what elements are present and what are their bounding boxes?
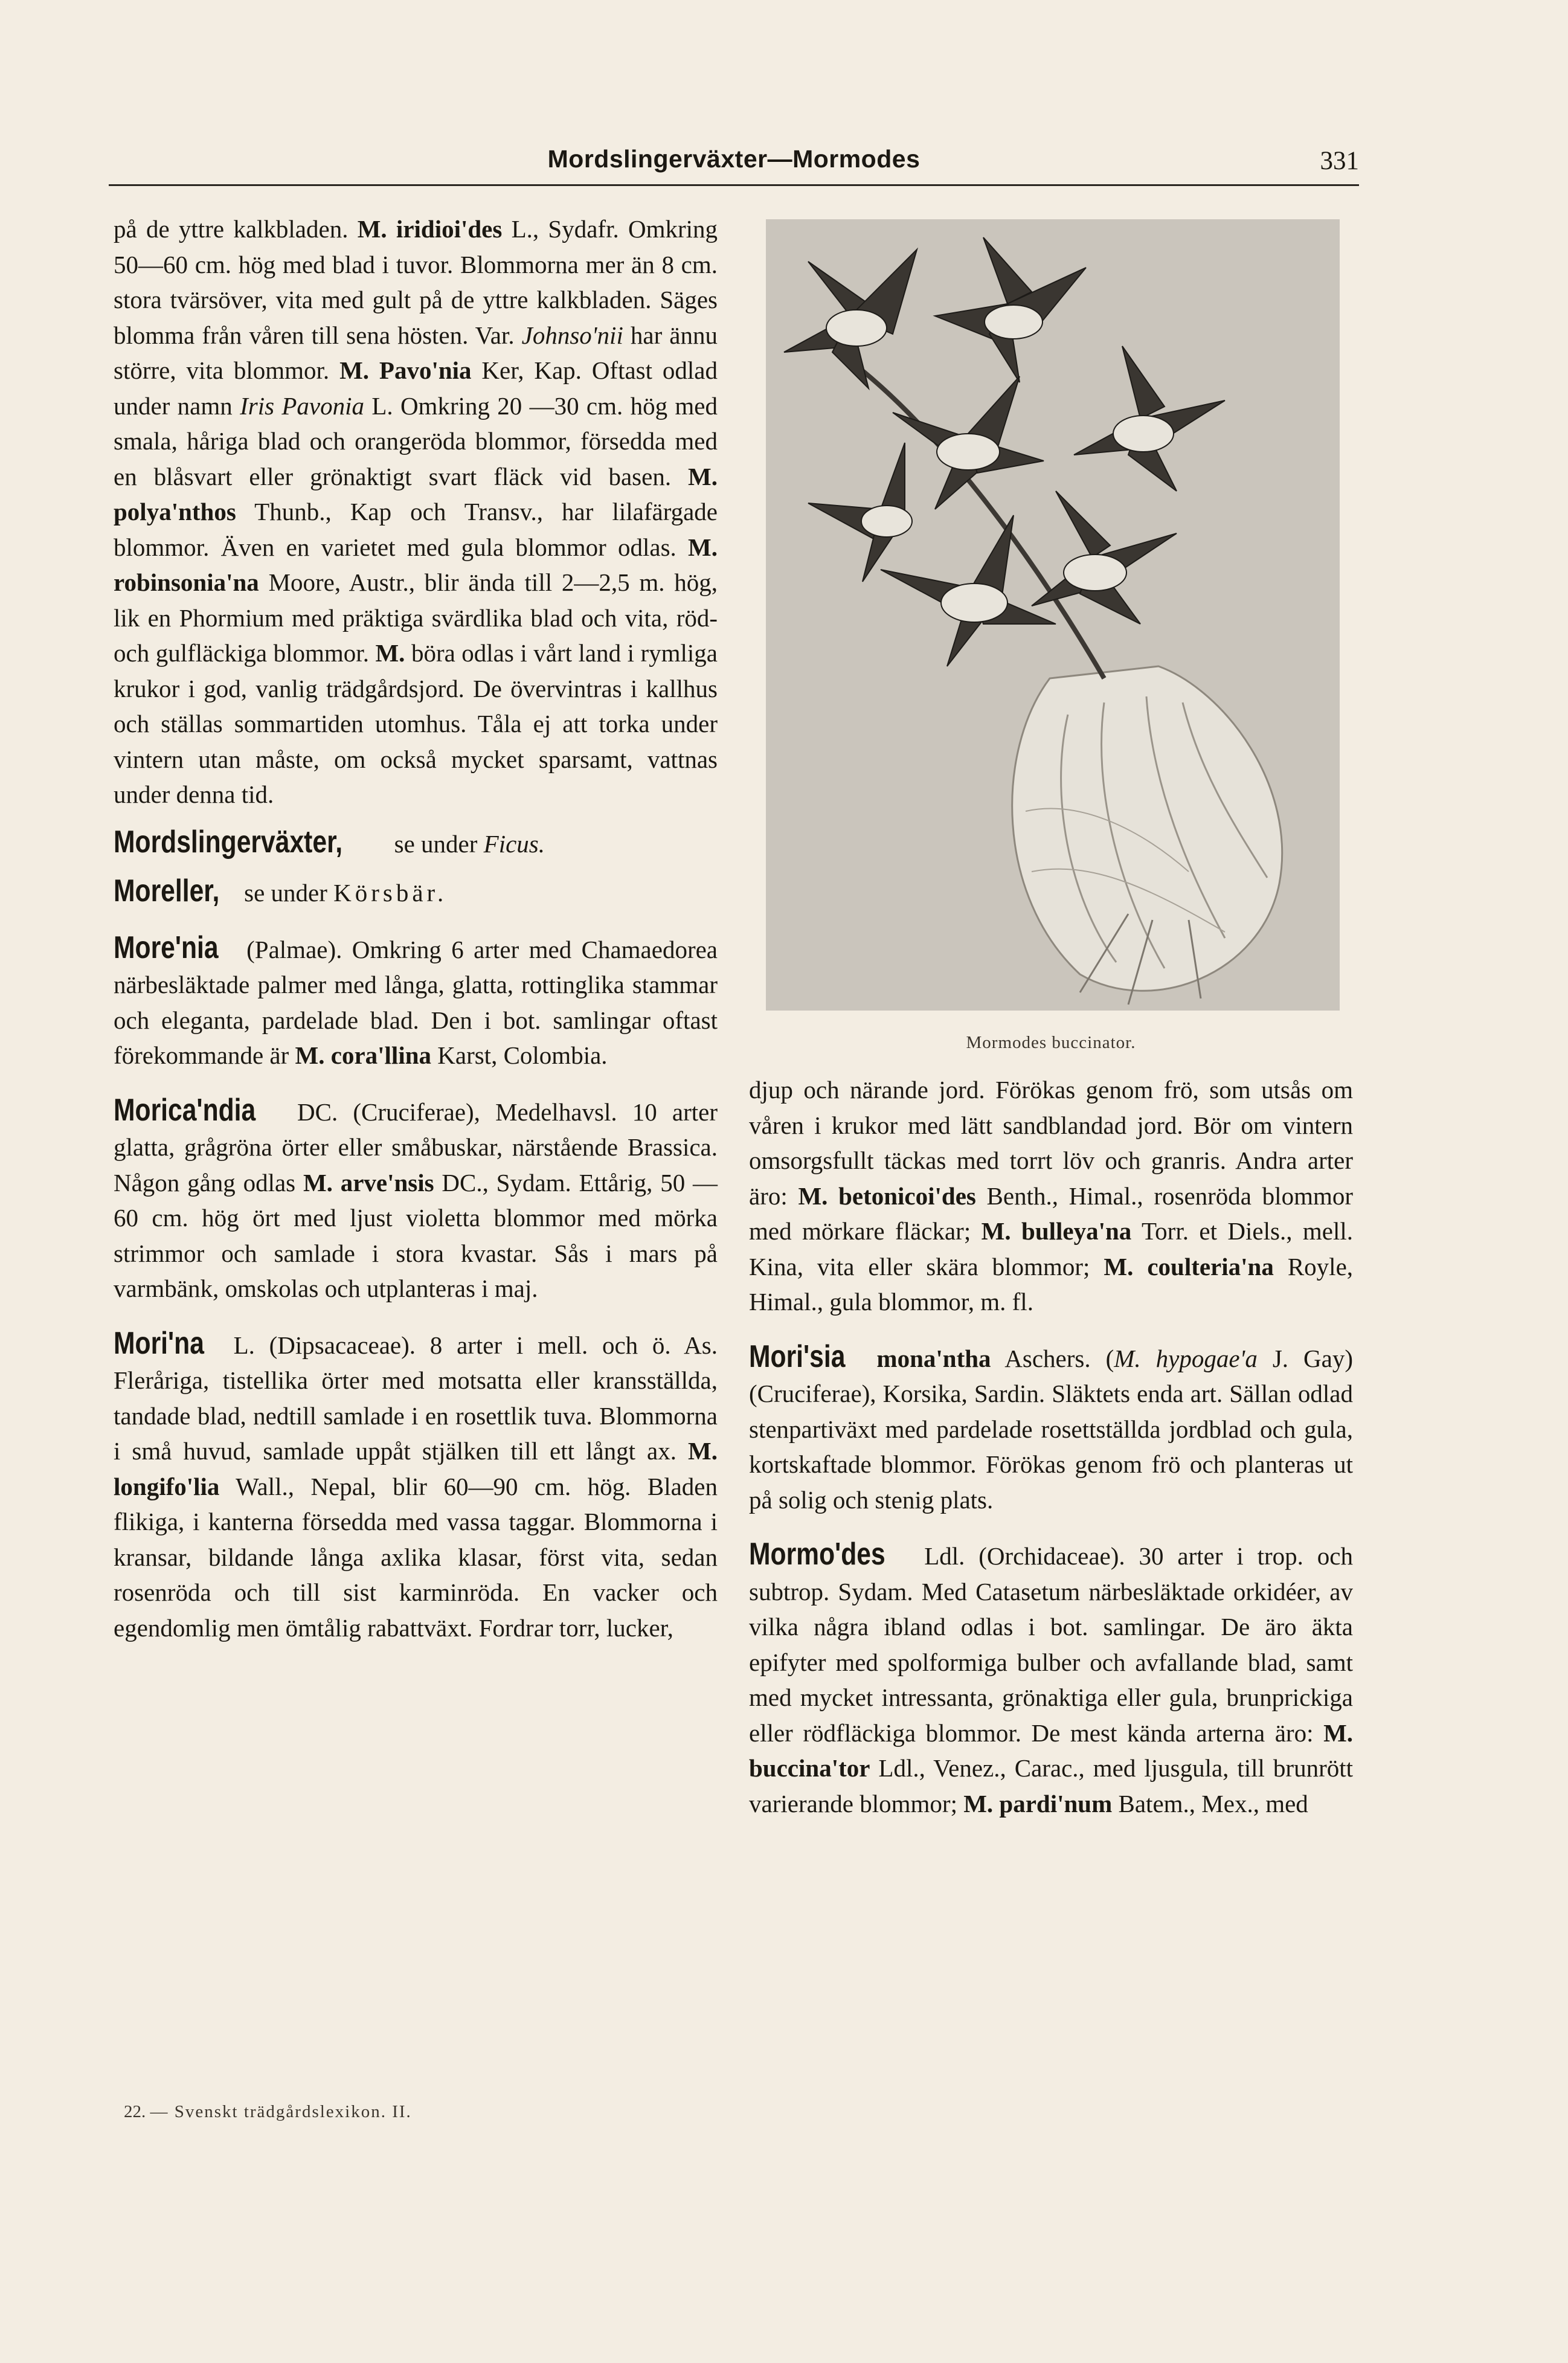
entry-headword: Mormo'des xyxy=(749,1537,885,1572)
body-text: L. (Dipsacaceae). 8 arter i mell. och ö. As. Fleråriga, tistellika örter med motsatta eller kransställda, tandade blad, nedtill samlade i en rosettlik tuva. Blommorna i små huvud, samlade uppåt stjälken till ett långt ax. xyxy=(114,1331,718,1465)
body-text: L. Omkring 20 —30 cm. hög med smala, håriga blad och orangeröda blommor, försedda med en blåsvart eller grönaktigt svart fläck vid basen. xyxy=(114,391,718,490)
body-text: böra odlas i vårt land i rymliga krukor i god, vanlig trädgårdsjord. De övervintras i kallhus och ställas sommartiden utomhus. Tåla ej att torka under vintern utan måste, om också mycket sparsamt, vattnas under denna tid. xyxy=(114,639,718,808)
entry-headword: Moreller, xyxy=(114,873,220,908)
page-number: 331 xyxy=(1320,147,1359,175)
left-column xyxy=(114,211,718,1645)
body-text: Royle, Himal., gula blommor, m. fl. xyxy=(749,1252,1354,1316)
species-name: mona'ntha xyxy=(876,1344,991,1372)
body-text: Benth., Himal., rosenröda blommor med mörkare fläckar; xyxy=(749,1182,1354,1245)
cross-reference: Ficus. xyxy=(483,829,545,858)
cross-reference: Körsbär. xyxy=(333,879,448,907)
synonym-name: Iris Pavonia xyxy=(240,391,364,420)
species-name: M. betonicoi'des xyxy=(798,1182,976,1210)
body-text: Ldl., Venez., Carac., med ljusgula, till brunrött varierande blommor; xyxy=(749,1754,1354,1818)
species-name: M. cora'llina xyxy=(295,1041,432,1069)
body-text: se under xyxy=(244,879,327,907)
body-text: Batem., Mex., med xyxy=(1118,1789,1308,1818)
body-text: på de yttre kalkbladen. xyxy=(114,215,349,243)
body-text: djup och närande jord. Förökas genom frö, som utsås om våren i krukor med lätt sandblandad jord. Bör om vintern omsorgsfullt täckas med torrt löv och granris. Andra arter äro: xyxy=(749,1076,1353,1210)
orchid-plate-image xyxy=(766,219,1340,1011)
body-text: J. Gay) (Cruciferae), Korsika, Sardin. Släktets enda art. Sällan odlad stenpartiväxt med pardelade rosettställda jordblad och gula, kortskaftade blommor. Förökas genom frö och planteras ut på solig och stenig plats. xyxy=(749,1344,1354,1514)
body-text: Aschers. ( xyxy=(1004,1344,1114,1372)
entry-headword: Morica'ndia xyxy=(114,1092,256,1128)
genus-abbrev: M. xyxy=(375,639,405,667)
body-text: (Palmae). Omkring 6 arter med Chamaedorea närbesläktade palmer med långa, glatta, rottinglika stammar och eleganta, pardelade blad. Den i bot. samlingar oftast förekommande är xyxy=(114,935,718,1069)
synonym-name: M. hypogae'a xyxy=(1114,1344,1258,1372)
body-text: Thunb., Kap och Transv., har lilafärgade blommor. Även en varietet med gula blommor odlas. xyxy=(114,498,718,561)
entry-moricandia xyxy=(114,1093,718,1307)
entry-morina-continuation xyxy=(749,1072,1353,1320)
entry-morenia xyxy=(114,930,718,1073)
running-head xyxy=(109,139,1359,187)
species-name: M. arve'nsis xyxy=(303,1168,434,1197)
entry-continuation xyxy=(114,211,718,812)
entry-headword: Mordslingerväxter, xyxy=(114,824,343,860)
species-name: M. iridioi'des xyxy=(357,215,503,243)
body-text: se under xyxy=(394,829,478,858)
species-name: M. longifo'lia xyxy=(114,1437,718,1500)
orchid-illustration xyxy=(766,219,1340,1011)
body-text: har ännu större, vita blommor. xyxy=(114,321,718,384)
species-name: M. robinsonia'na xyxy=(114,533,718,596)
body-text: L., Sydafr. Omkring 50—60 cm. hög med blad i tuvor. Blommorna mer än 8 cm. stora tvärsöver, vita med gult på de yttre kalkbladen. Säges blomma från våren till sena hösten. Var. xyxy=(114,215,718,349)
figure-caption: Mormodes buccinator. xyxy=(966,1033,1136,1052)
work-title: — Svenskt trädgårdslexikon. II. xyxy=(150,2102,412,2121)
entry-headword: Mori'sia xyxy=(749,1339,846,1374)
species-name: M. coulteria'na xyxy=(1104,1252,1274,1281)
body-text: Torr. et Diels., mell. Kina, vita eller skära blommor; xyxy=(749,1217,1354,1281)
species-name: M. bulleya'na xyxy=(981,1217,1132,1245)
entry-morina xyxy=(114,1326,718,1646)
body-text: Moore, Austr., blir ända till 2—2,5 m. hög, lik en Phormium med präktiga svärdlika blad och vita, röd- och gulfläckiga blommor. xyxy=(114,568,718,667)
species-name: M. polya'nthos xyxy=(114,462,718,526)
body-text: Karst, Colombia. xyxy=(437,1041,608,1069)
signature-footer xyxy=(124,2102,412,2122)
entry-headword: More'nia xyxy=(114,930,219,965)
entry-morisia xyxy=(749,1339,1353,1518)
body-text: Ker, Kap. Oftast odlad under namn xyxy=(114,356,718,420)
variety-name: Johnso'nii xyxy=(521,321,623,349)
body-text: DC., Sydam. Ettårig, 50 —60 cm. hög ört med ljust violetta blommor med mörka strimmor och samlade i stora kvastar. Sås i mars på varmbänk, omskolas och utplanteras i maj. xyxy=(114,1168,718,1302)
body-text: Wall., Nepal, blir 60—90 cm. hög. Bladen flikiga, i kanterna försedda med vassa taggar. Blommorna i kransar, bildande långa axlika klasar, först vita, sedan rosenröda och till sist karminröda. En vacker och egendomlig men ömtålig rabattväxt. Fordrar torr, lucker, xyxy=(114,1472,718,1642)
body-text: DC. (Cruciferae), Medelhavsl. 10 arter glatta, grågröna örter eller småbuskar, närstående Brassica. Någon gång odlas xyxy=(114,1098,718,1197)
species-name: M. buccina'tor xyxy=(749,1718,1354,1782)
right-column xyxy=(749,1072,1353,1821)
entry-headword: Mori'na xyxy=(114,1325,204,1361)
entry-mormodes xyxy=(749,1537,1353,1821)
body-text: Ldl. (Orchidaceae). 30 arter i trop. och subtrop. Sydam. Med Catasetum närbesläktade orkidéer, av vilka några ibland odlas i bot. samlingar. De äro äkta epifyter med spolformiga bulber och avfallande blad, samt med mycket intressanta, grönaktiga eller gula, brunprickiga eller rödfläckiga blommor. De mest kända arterna äro: xyxy=(749,1542,1354,1747)
species-name: M. Pavo'nia xyxy=(339,356,472,384)
entry-mordslingervaxter xyxy=(114,825,718,862)
running-title: Mordslingerväxter—Mormodes xyxy=(547,145,921,173)
entry-moreller xyxy=(114,873,718,911)
signature-number: 22. xyxy=(124,2102,146,2121)
header-rule xyxy=(109,184,1359,186)
species-name: M. pardi'num xyxy=(963,1789,1113,1818)
